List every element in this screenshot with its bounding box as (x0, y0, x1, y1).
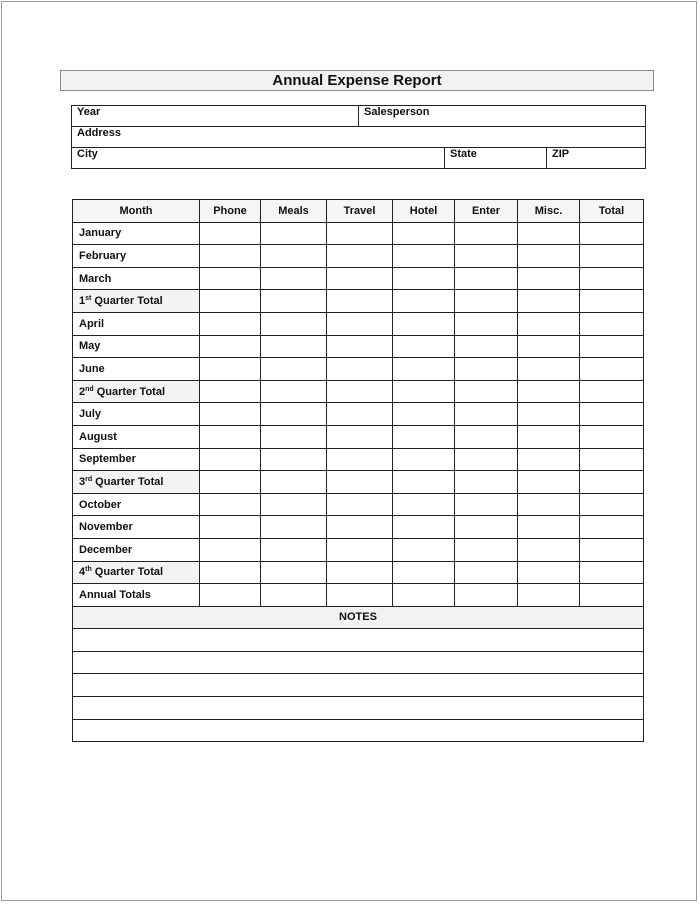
quarter-total-row (73, 290, 644, 313)
entry-cell-meals[interactable] (261, 403, 327, 426)
entry-cell-phone[interactable] (200, 561, 261, 584)
entry-cell-phone[interactable] (200, 516, 261, 539)
row-label (73, 380, 200, 403)
address-field[interactable]: Address (72, 127, 646, 148)
entry-cell-travel[interactable] (327, 380, 393, 403)
entry-cell-travel[interactable] (327, 561, 393, 584)
entry-cell-phone[interactable] (200, 471, 261, 494)
table-row (73, 448, 644, 471)
row-label (73, 290, 200, 313)
quarter-label: Quarter Total (91, 566, 164, 579)
entry-cell-hotel[interactable] (393, 358, 455, 381)
year-field[interactable]: Year (72, 106, 359, 127)
entry-cell-total[interactable] (580, 312, 644, 335)
entry-cell-total[interactable] (580, 561, 644, 584)
entry-cell-travel[interactable] (327, 516, 393, 539)
entry-cell-total[interactable] (580, 538, 644, 561)
entry-cell-total[interactable] (580, 493, 644, 516)
entry-cell-misc[interactable] (518, 245, 580, 268)
entry-cell-misc[interactable] (518, 561, 580, 584)
entry-cell-hotel[interactable] (393, 493, 455, 516)
entry-cell-travel[interactable] (327, 403, 393, 426)
entry-cell-meals[interactable] (261, 335, 327, 358)
entry-cell-phone[interactable] (200, 584, 261, 607)
entry-cell-hotel[interactable] (393, 290, 455, 313)
table-row (73, 222, 644, 245)
entry-cell-misc[interactable] (518, 335, 580, 358)
salesperson-field[interactable]: Salesperson (359, 106, 646, 127)
expense-table (72, 199, 644, 742)
column-header-misc: Misc. (518, 200, 580, 223)
entry-cell-total[interactable] (580, 471, 644, 494)
column-header-hotel: Hotel (393, 200, 455, 223)
expense-header-row (73, 200, 644, 223)
entry-cell-phone[interactable] (200, 493, 261, 516)
entry-cell-misc[interactable] (518, 358, 580, 381)
entry-cell-misc[interactable] (518, 312, 580, 335)
entry-cell-meals[interactable] (261, 561, 327, 584)
entry-cell-meals[interactable] (261, 493, 327, 516)
entry-cell-phone[interactable] (200, 312, 261, 335)
entry-cell-meals[interactable] (261, 222, 327, 245)
entry-cell-misc[interactable] (518, 380, 580, 403)
table-row (73, 538, 644, 561)
entry-cell-hotel[interactable] (393, 403, 455, 426)
ordinal-suffix: rd (85, 475, 93, 483)
entry-cell-phone[interactable] (200, 290, 261, 313)
entry-cell-meals[interactable] (261, 312, 327, 335)
entry-cell-phone[interactable] (200, 267, 261, 290)
entry-cell-total[interactable] (580, 267, 644, 290)
row-label (73, 471, 200, 494)
entry-cell-meals[interactable] (261, 245, 327, 268)
entry-cell-misc[interactable] (518, 403, 580, 426)
entry-cell-enter[interactable] (455, 222, 518, 245)
expense-body (73, 222, 644, 742)
row-label: Annual Totals (73, 584, 200, 607)
entry-cell-enter[interactable] (455, 471, 518, 494)
city-field[interactable]: City (72, 148, 445, 169)
entry-cell-phone[interactable] (200, 538, 261, 561)
entry-cell-misc[interactable] (518, 538, 580, 561)
entry-cell-travel[interactable] (327, 493, 393, 516)
report-title-text: Annual Expense Report (272, 72, 442, 89)
entry-cell-hotel[interactable] (393, 584, 455, 607)
entry-cell-travel[interactable] (327, 358, 393, 381)
entry-cell-meals[interactable] (261, 267, 327, 290)
entry-cell-total[interactable] (580, 403, 644, 426)
row-label: September (73, 448, 200, 471)
entry-cell-travel[interactable] (327, 312, 393, 335)
entry-cell-misc[interactable] (518, 290, 580, 313)
entry-cell-meals[interactable] (261, 290, 327, 313)
row-label (73, 561, 200, 584)
quarter-label: Quarter Total (91, 295, 163, 308)
entry-cell-hotel[interactable] (393, 312, 455, 335)
quarter-label: Quarter Total (93, 385, 165, 398)
ordinal-suffix: nd (85, 385, 94, 393)
entry-cell-hotel[interactable] (393, 471, 455, 494)
info-row-address (72, 127, 646, 148)
row-label: March (73, 267, 200, 290)
quarter-number: 2 (79, 385, 86, 398)
entry-cell-hotel[interactable] (393, 538, 455, 561)
entry-cell-total[interactable] (580, 222, 644, 245)
entry-cell-meals[interactable] (261, 358, 327, 381)
entry-cell-phone[interactable] (200, 335, 261, 358)
column-header-travel: Travel (327, 200, 393, 223)
entry-cell-phone[interactable] (200, 358, 261, 381)
quarter-total-row (73, 561, 644, 584)
entry-cell-travel[interactable] (327, 222, 393, 245)
table-row (73, 425, 644, 448)
entry-cell-hotel[interactable] (393, 245, 455, 268)
notes-input-line[interactable] (73, 674, 644, 697)
entry-cell-total[interactable] (580, 358, 644, 381)
table-row (73, 312, 644, 335)
entry-cell-enter[interactable] (455, 425, 518, 448)
entry-cell-meals[interactable] (261, 584, 327, 607)
entry-cell-total[interactable] (580, 516, 644, 539)
notes-line (73, 629, 644, 652)
column-header-phone: Phone (200, 200, 261, 223)
entry-cell-meals[interactable] (261, 380, 327, 403)
entry-cell-enter[interactable] (455, 380, 518, 403)
notes-header-row (73, 606, 644, 629)
entry-cell-travel[interactable] (327, 538, 393, 561)
entry-cell-phone[interactable] (200, 245, 261, 268)
quarter-number: 3 (79, 475, 86, 488)
row-label: November (73, 516, 200, 539)
entry-cell-hotel[interactable] (393, 222, 455, 245)
entry-cell-enter[interactable] (455, 538, 518, 561)
notes-line (73, 651, 644, 674)
table-row (73, 335, 644, 358)
entry-cell-total[interactable] (580, 380, 644, 403)
ordinal-suffix: st (85, 295, 92, 303)
entry-cell-total[interactable] (580, 335, 644, 358)
info-row-year (72, 106, 646, 127)
ordinal-suffix: th (85, 566, 92, 574)
row-label: May (73, 335, 200, 358)
entry-cell-misc[interactable] (518, 267, 580, 290)
entry-cell-phone[interactable] (200, 380, 261, 403)
entry-cell-misc[interactable] (518, 584, 580, 607)
info-row-city (72, 148, 646, 169)
document-page (1, 1, 697, 901)
entry-cell-hotel[interactable] (393, 335, 455, 358)
notes-input-line[interactable] (73, 629, 644, 652)
entry-cell-misc[interactable] (518, 493, 580, 516)
entry-cell-travel[interactable] (327, 267, 393, 290)
row-label: June (73, 358, 200, 381)
entry-cell-phone[interactable] (200, 425, 261, 448)
entry-cell-enter[interactable] (455, 267, 518, 290)
entry-cell-enter[interactable] (455, 403, 518, 426)
row-label: August (73, 425, 200, 448)
entry-cell-misc[interactable] (518, 471, 580, 494)
entry-cell-enter[interactable] (455, 493, 518, 516)
entry-cell-hotel[interactable] (393, 267, 455, 290)
entry-cell-phone[interactable] (200, 403, 261, 426)
info-table (71, 105, 646, 169)
entry-cell-travel[interactable] (327, 471, 393, 494)
entry-cell-total[interactable] (580, 245, 644, 268)
entry-cell-meals[interactable] (261, 538, 327, 561)
table-row (73, 267, 644, 290)
entry-cell-meals[interactable] (261, 448, 327, 471)
entry-cell-enter[interactable] (455, 358, 518, 381)
entry-cell-enter[interactable] (455, 561, 518, 584)
entry-cell-total[interactable] (580, 425, 644, 448)
row-label: April (73, 312, 200, 335)
table-row (73, 358, 644, 381)
entry-cell-enter[interactable] (455, 245, 518, 268)
entry-cell-total[interactable] (580, 584, 644, 607)
entry-cell-travel[interactable] (327, 245, 393, 268)
entry-cell-travel[interactable] (327, 335, 393, 358)
entry-cell-meals[interactable] (261, 471, 327, 494)
table-row (73, 584, 644, 607)
table-row (73, 493, 644, 516)
notes-input-line[interactable] (73, 651, 644, 674)
notes-line (73, 674, 644, 697)
entry-cell-enter[interactable] (455, 448, 518, 471)
entry-cell-hotel[interactable] (393, 380, 455, 403)
column-header-meals: Meals (261, 200, 327, 223)
entry-cell-enter[interactable] (455, 312, 518, 335)
entry-cell-meals[interactable] (261, 516, 327, 539)
entry-cell-enter[interactable] (455, 584, 518, 607)
notes-input-line[interactable] (73, 697, 644, 720)
entry-cell-hotel[interactable] (393, 448, 455, 471)
notes-heading: NOTES (73, 606, 644, 629)
entry-cell-misc[interactable] (518, 516, 580, 539)
row-label: February (73, 245, 200, 268)
row-label: December (73, 538, 200, 561)
column-header-month: Month (73, 200, 200, 223)
entry-cell-meals[interactable] (261, 425, 327, 448)
quarter-label: Quarter Total (92, 475, 164, 488)
entry-cell-enter[interactable] (455, 335, 518, 358)
table-row (73, 403, 644, 426)
entry-cell-hotel[interactable] (393, 425, 455, 448)
table-row (73, 516, 644, 539)
row-label: January (73, 222, 200, 245)
entry-cell-enter[interactable] (455, 516, 518, 539)
quarter-total-row (73, 471, 644, 494)
entry-cell-misc[interactable] (518, 448, 580, 471)
entry-cell-total[interactable] (580, 290, 644, 313)
entry-cell-misc[interactable] (518, 425, 580, 448)
quarter-number: 1 (79, 295, 86, 308)
notes-input-line[interactable] (73, 719, 644, 742)
entry-cell-enter[interactable] (455, 290, 518, 313)
entry-cell-hotel[interactable] (393, 561, 455, 584)
entry-cell-travel[interactable] (327, 290, 393, 313)
entry-cell-total[interactable] (580, 448, 644, 471)
entry-cell-hotel[interactable] (393, 516, 455, 539)
column-header-enter: Enter (455, 200, 518, 223)
notes-line (73, 697, 644, 720)
entry-cell-travel[interactable] (327, 584, 393, 607)
row-label: October (73, 493, 200, 516)
entry-cell-travel[interactable] (327, 448, 393, 471)
quarter-number: 4 (79, 566, 86, 579)
entry-cell-phone[interactable] (200, 222, 261, 245)
table-row (73, 245, 644, 268)
report-title (60, 70, 654, 91)
column-header-total: Total (580, 200, 644, 223)
entry-cell-travel[interactable] (327, 425, 393, 448)
quarter-total-row (73, 380, 644, 403)
state-field[interactable]: State (445, 148, 547, 169)
notes-line (73, 719, 644, 742)
zip-field[interactable]: ZIP (547, 148, 646, 169)
row-label: July (73, 403, 200, 426)
entry-cell-misc[interactable] (518, 222, 580, 245)
entry-cell-phone[interactable] (200, 448, 261, 471)
